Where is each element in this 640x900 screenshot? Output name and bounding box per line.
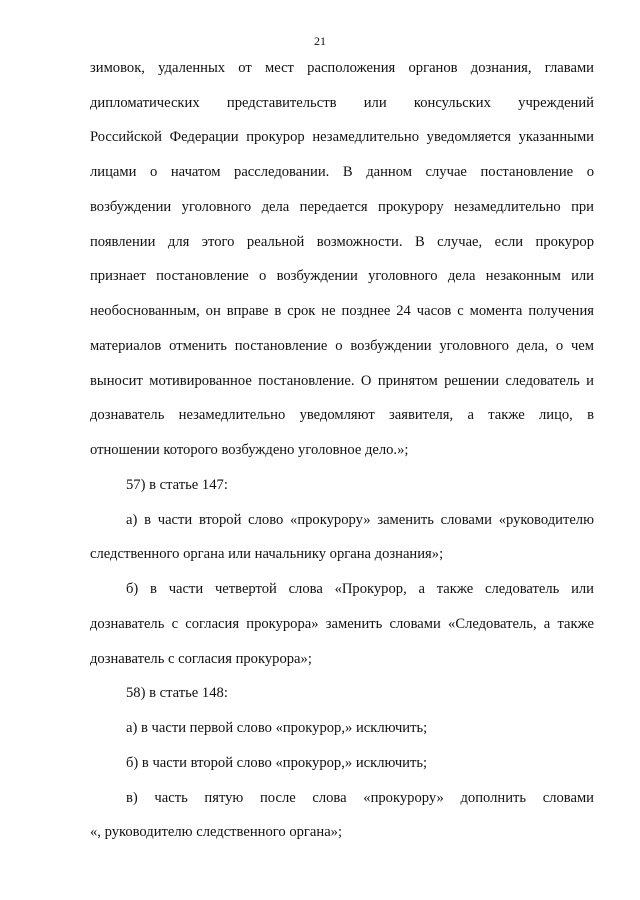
text-line-4: лицами о начатом расследовании. В данном случае постановление о [90, 164, 594, 180]
paragraph-58a: а) в части первой слово «прокурор,» исключить; [126, 720, 428, 736]
paragraph-57: 57) в статье 147: [126, 477, 228, 493]
text-line-8: необоснованным, он вправе в срок не позднее 24 часов с момента получения [90, 303, 594, 319]
paragraph-58c-line-1: в) часть пятую после слова «прокурору» дополнить словами [126, 790, 594, 806]
paragraph-58c-line-2: «, руководителю следственного органа»; [90, 824, 343, 840]
paragraph-58b: б) в части второй слово «прокурор,» исключить; [126, 755, 428, 771]
paragraph-57a-line-2: следственного органа или начальнику органа дознания»; [90, 546, 444, 562]
text-line-1: зимовок, удаленных от мест расположения органов дознания, главами [90, 60, 594, 76]
text-line-9: материалов отменить постановление о возбуждении уголовного дела, о чем [90, 338, 594, 354]
paragraph-57b-line-3: дознаватель с согласия прокурора»; [90, 651, 312, 667]
text-line-5: возбуждении уголовного дела передается прокурору незамедлительно при [90, 199, 594, 215]
text-line-12: отношении которого возбуждено уголовное дело.»; [90, 442, 409, 458]
text-line-2: дипломатических представительств или консульских учреждений [90, 95, 594, 111]
page-number: 21 [314, 34, 326, 48]
text-line-3: Российской Федерации прокурор незамедлительно уведомляется указанными [90, 129, 594, 145]
paragraph-57a-line-1: а) в части второй слово «прокурору» заменить словами «руководителю [126, 512, 594, 528]
paragraph-58: 58) в статье 148: [126, 685, 228, 701]
text-line-11: дознаватель незамедлительно уведомляют заявителя, а также лицо, в [90, 407, 594, 423]
text-line-10: выносит мотивированное постановление. О принятом решении следователь и [90, 373, 594, 389]
paragraph-57b-line-1: б) в части четвертой слова «Прокурор, а также следователь или [126, 581, 594, 597]
text-line-6: появлении для этого реальной возможности. В случае, если прокурор [90, 234, 594, 250]
paragraph-57b-line-2: дознаватель с согласия прокурора» заменить словами «Следователь, а также [90, 616, 594, 632]
text-line-7: признает постановление о возбуждении уголовного дела незаконным или [90, 268, 594, 284]
